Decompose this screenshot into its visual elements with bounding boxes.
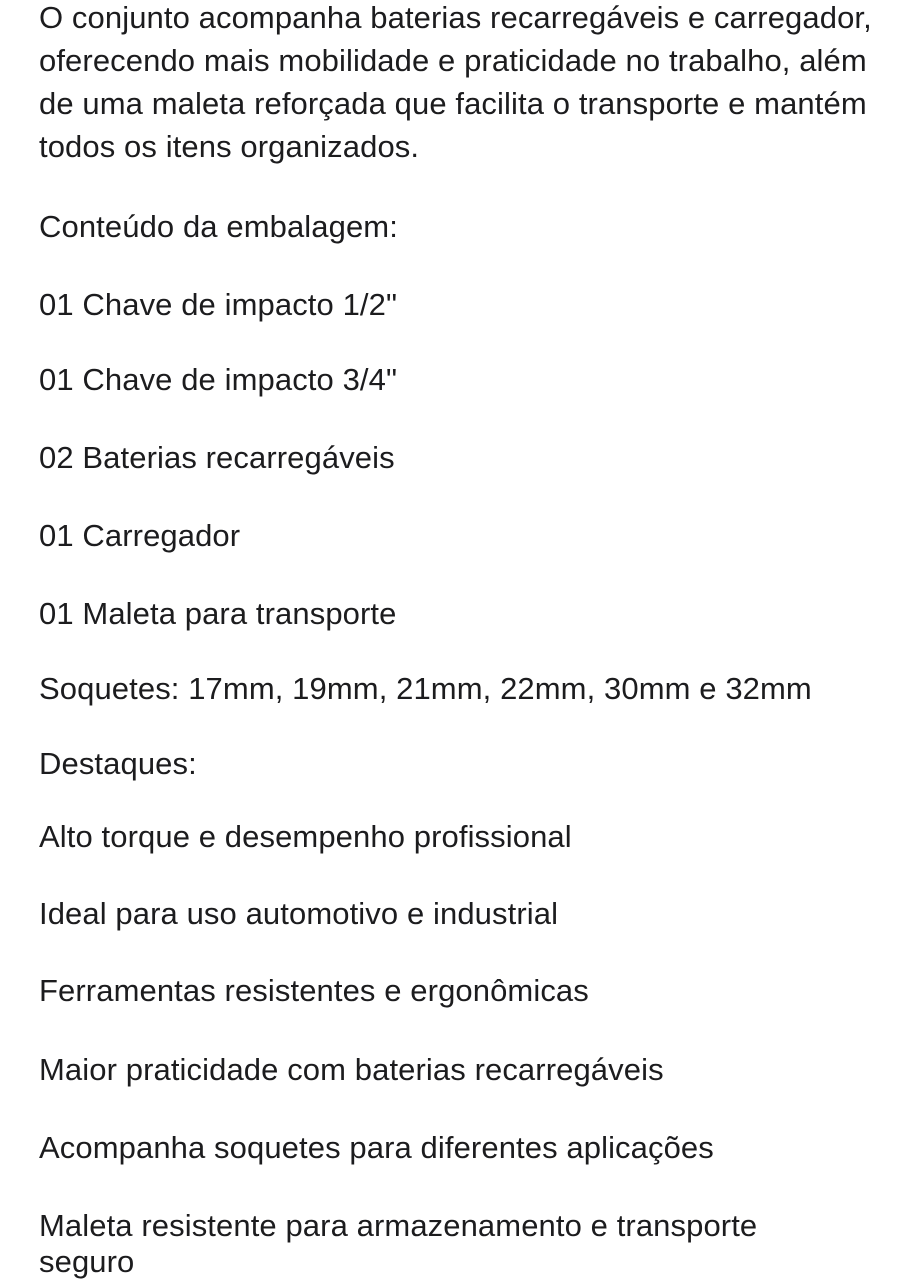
- contents-item: 02 Baterias recarregáveis: [39, 440, 395, 475]
- contents-heading: Conteúdo da embalagem:: [39, 209, 398, 244]
- contents-item: 01 Chave de impacto 1/2": [39, 287, 398, 322]
- intro-paragraph: O conjunto acompanha baterias recarregáveis e carregador, oferecendo mais mobilidade e praticidade no trabalho, além de uma maleta reforçada que facilita o transporte e mantém todos os itens organizados.: [39, 0, 872, 164]
- contents-item: 01 Chave de impacto 3/4": [39, 362, 398, 397]
- highlight-item: Alto torque e desempenho profissional: [39, 819, 572, 854]
- contents-item: 01 Carregador: [39, 518, 241, 553]
- highlight-item: Ferramentas resistentes e ergonômicas: [39, 973, 589, 1008]
- highlights-heading: Destaques:: [39, 746, 197, 781]
- highlight-item: Maleta resistente para armazenamento e transporte seguro: [39, 1208, 758, 1279]
- highlight-item: Ideal para uso automotivo e industrial: [39, 896, 559, 931]
- contents-item: Soquetes: 17mm, 19mm, 21mm, 22mm, 30mm e 32mm: [39, 671, 812, 706]
- contents-item: 01 Maleta para transporte: [39, 596, 397, 631]
- highlight-item: Acompanha soquetes para diferentes aplicações: [39, 1130, 714, 1165]
- highlight-item: Maior praticidade com baterias recarregáveis: [39, 1052, 664, 1087]
